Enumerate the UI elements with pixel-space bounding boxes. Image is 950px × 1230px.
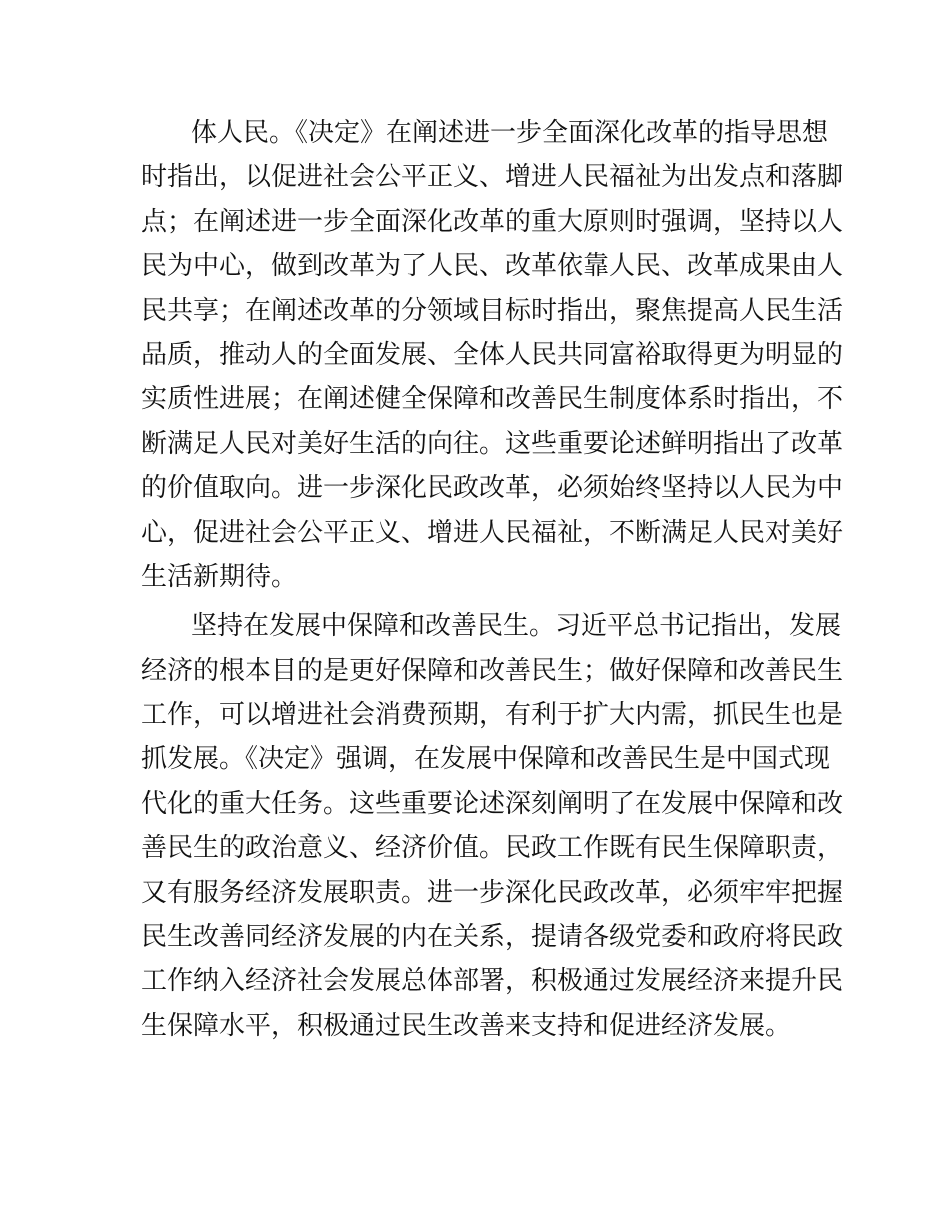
text-line: 善民生的政治意义、经济价值。民政工作既有民生保障职责， [141,833,844,864]
text-line: 又有服务经济发展职责。进一步深化民政改革，必须牢牢把握 [141,877,844,908]
document-page [141,111,844,1053]
text-line: 民为中心，做到改革为了人民、改革依靠人民、改革成果由人 [141,251,844,282]
text-line: 民生改善同经济发展的内在关系，提请各级党委和政府将民政 [141,922,844,953]
text-line: 坚持在发展中保障和改善民生。习近平总书记指出，发展 [191,611,842,642]
text-line: 的价值取向。进一步深化民政改革，必须始终坚持以人民为中 [141,473,844,504]
text-line: 时指出，以促进社会公平正义、增进人民福祉为出发点和落脚 [141,162,844,193]
paragraph-1 [141,111,844,599]
text-line: 点；在阐述进一步全面深化改革的重大原则时强调，坚持以人 [141,206,844,237]
text-line: 断满足人民对美好生活的向往。这些重要论述鲜明指出了改革 [141,428,844,459]
text-line: 经济的根本目的是更好保障和改善民生；做好保障和改善民生 [141,655,844,686]
text-line: 工作纳入经济社会发展总体部署，积极通过发展经济来提升民 [141,966,844,997]
text-line: 生活新期待。 [141,561,298,592]
text-line: 代化的重大任务。这些重要论述深刻阐明了在发展中保障和改 [141,788,844,819]
text-line: 工作，可以增进社会消费预期，有利于扩大内需，抓民生也是 [141,700,844,731]
text-line: 心，促进社会公平正义、增进人民福祉，不断满足人民对美好 [141,517,844,548]
text-line: 生保障水平，积极通过民生改善来支持和促进经济发展。 [141,1010,792,1041]
text-line: 实质性进展；在阐述健全保障和改善民生制度体系时指出，不 [141,384,844,415]
text-line: 抓发展。《决定》强调，在发展中保障和改善民生是中国式现 [141,744,831,775]
text-line: 民共享；在阐述改革的分领域目标时指出，聚焦提高人民生活 [141,295,844,326]
text-line: 品质，推动人的全面发展、全体人民共同富裕取得更为明显的 [141,339,844,370]
text-line: 体人民。《决定》在阐述进一步全面深化改革的指导思想 [191,118,829,148]
paragraph-2 [141,604,844,1048]
